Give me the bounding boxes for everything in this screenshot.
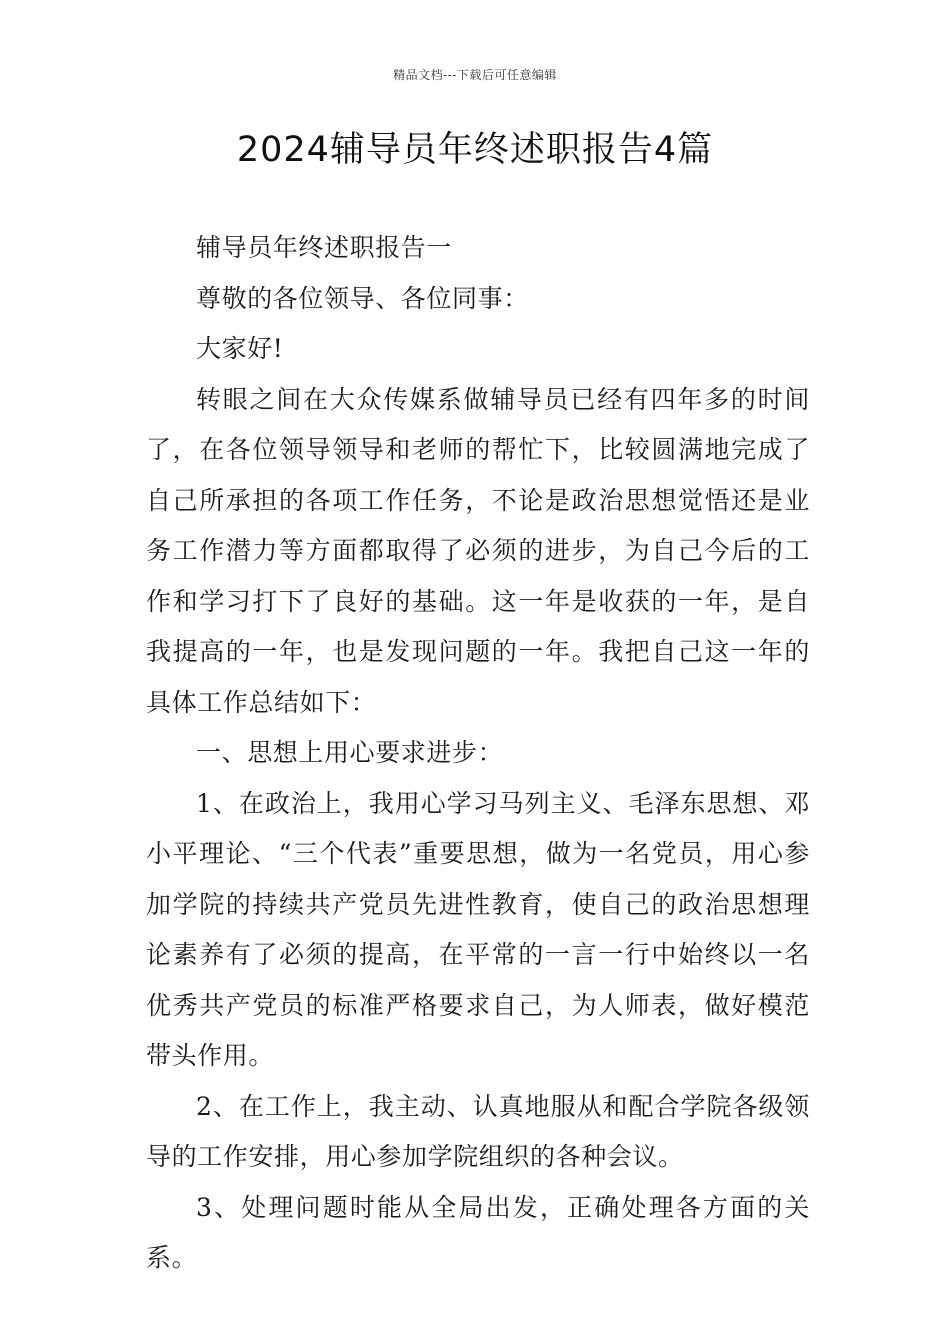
- document-body: [146, 223, 810, 1284]
- subsection-heading: 一、思想上用心要求进步：: [196, 738, 504, 767]
- body-paragraph: 3、处理问题时能从全局出发，正确处理各方面的关系。: [146, 1192, 810, 1272]
- document-title: 2024辅导员年终述职报告4篇: [236, 130, 714, 170]
- header-note: 精品文档---下载后可任意编辑: [393, 68, 557, 82]
- body-paragraph: 2、在工作上，我主动、认真地服从和配合学院各级领导的工作安排，用心参加学院组织的各种会议。: [146, 1091, 810, 1171]
- body-paragraph: 转眼之间在大众传媒系做辅导员已经有四年多的时间了，在各位领导领导和老师的帮忙下，比较圆满地完成了自己所承担的各项工作任务，不论是政治思想觉悟还是业务工作潜力等方面都取得了必须的进步，为自己今后的工作和学习打下了良好的基础。这一年是收获的一年，是自我提高的一年，也是发现问题的一年。我把自己这一年的具体工作总结如下：: [146, 384, 810, 717]
- section-heading: 辅导员年终述职报告一: [196, 233, 453, 262]
- body-paragraph: 1、在政治上，我用心学习马列主义、毛泽东思想、邓小平理论、“三个代表”重要思想，做为一名党员，用心参加学院的持续共产党员先进性教育，使自己的政治思想理论素养有了必须的提高，在平常的一言一行中始终以一名优秀共产党员的标准严格要求自己，为人师表，做好模范带头作用。: [146, 788, 810, 1070]
- greeting: 大家好!: [196, 334, 284, 363]
- salutation: 尊敬的各位领导、各位同事：: [196, 283, 529, 313]
